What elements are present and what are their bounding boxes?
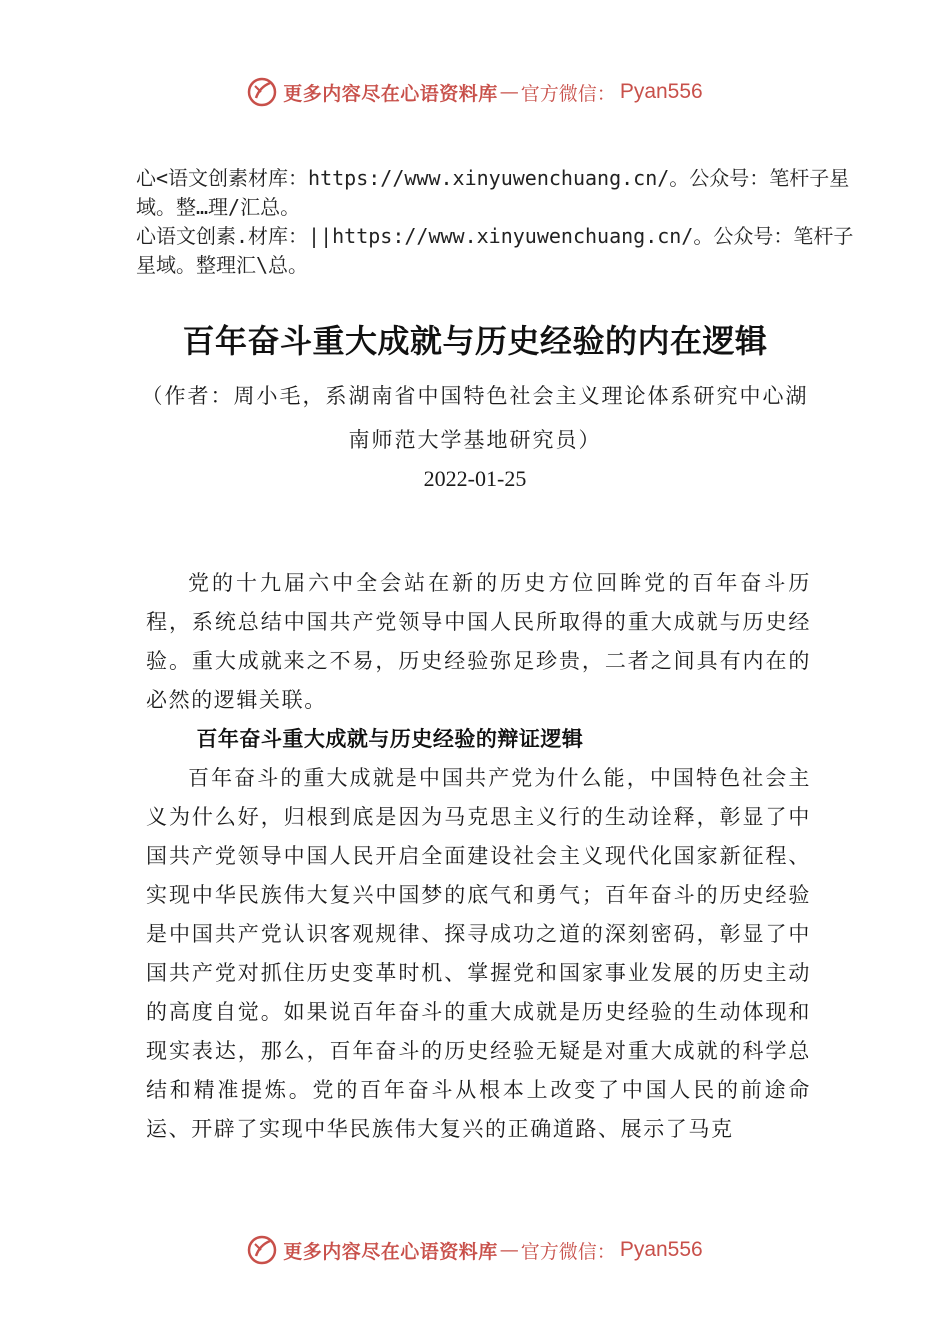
article-date: 2022-01-25 [423, 466, 527, 491]
banner-slogan: 更多内容尽在心语资料库 [283, 82, 498, 105]
section-heading: 百年奋斗重大成就与历史经验的辩证逻辑 [196, 727, 584, 751]
brand-logo-icon [247, 77, 277, 107]
article-title: 百年奋斗重大成就与历史经验的内在逻辑 [182, 322, 768, 360]
banner-wechat-label: 官方微信： [520, 82, 616, 105]
article-body [146, 564, 811, 1149]
footer-banner [0, 1230, 950, 1270]
brand-logo-icon [247, 1235, 277, 1265]
banner-dash: — [499, 81, 519, 103]
body-paragraph: 百年奋斗的重大成就是中国共产党为什么能，中国特色社会主义为什么好，归根到底是因为马克思主义行的生动诠释，彰显了中国共产党领导中国人民开启全面建设社会主义现代化国家新征程、实现中华民族伟大复兴中国梦的底气和勇气；百年奋斗的历史经验是中国共产党认识客观规律、探寻成功之道的深刻密码，彰显了中国共产党对抓住历史变革时机、掌握党和国家事业发展的历史主动的高度自觉。如果说百年奋斗的重大成就是历史经验的生动体现和现实表达，那么，百年奋斗的历史经验无疑是对重大成就的科学总结和精准提炼。党的百年奋斗从根本上改变了中国人民的前途命运、开辟了实现中华民族伟大复兴的正确道路、展示了马克 [146, 766, 811, 1141]
body-paragraph: 党的十九届六中全会站在新的历史方位回眸党的百年奋斗历程，系统总结中国共产党领导中国人民所取得的重大成就与历史经验。重大成就来之不易，历史经验弥足珍贵，二者之间具有内在的必然的逻辑关联。 [146, 571, 811, 712]
banner-dash: — [499, 1239, 519, 1261]
watermark-line: 心语文创素.材库：||https://www.xinyuwenchuang.cn/。公众号：笔杆子星域。整理汇\总。 [136, 224, 854, 277]
banner-wechat-id: Pyan556 [619, 1238, 703, 1261]
watermark-block [136, 164, 866, 280]
article-author: （作者：周小毛，系湖南省中国特色社会主义理论体系研究中心湖南师范大学基地研究员） [141, 384, 809, 452]
watermark-line: 心<语文创素材库：https://www.xinyuwenchuang.cn/。公众号：笔杆子星域。整…理/汇总。 [136, 166, 850, 219]
banner-wechat-id: Pyan556 [619, 80, 703, 103]
banner-wechat-label: 官方微信： [520, 1240, 616, 1263]
header-banner [0, 72, 950, 112]
banner-slogan: 更多内容尽在心语资料库 [283, 1240, 498, 1263]
